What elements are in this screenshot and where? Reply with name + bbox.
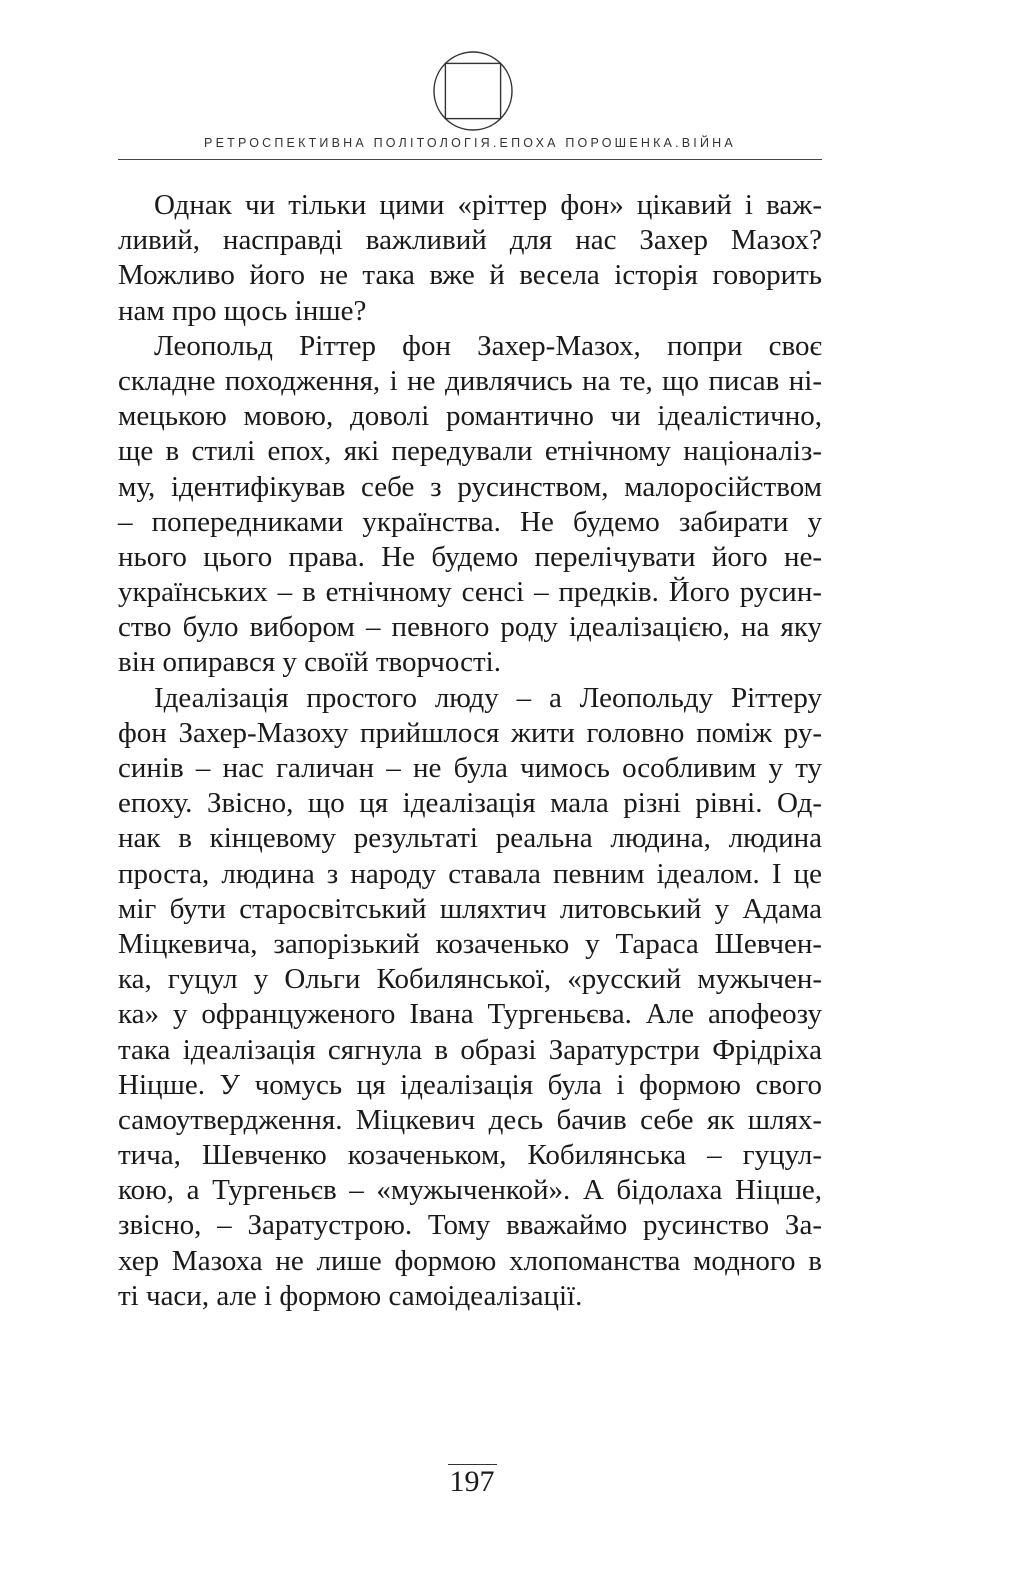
text-line: така ідеалізація сягнула в образі Заратурстри Фрідріха: [118, 1033, 822, 1066]
text-line: українських – в етнічному сенсі – предків. Його русин-: [118, 576, 822, 609]
text-line: ка, гуцул у Ольги Кобилянської, «русский мужычен-: [118, 963, 822, 996]
text-line: Леопольд Ріттер фон Захер-Мазох, попри своє: [154, 329, 822, 362]
text-line: синів – нас галичан – не була чимось особливим у ту: [118, 752, 822, 784]
text-line: нього цього права. Не будемо перелічувати його не-: [118, 540, 822, 573]
paragraph: [118, 188, 822, 329]
running-head: РЕТРОСПЕКТИВНА ПОЛІТОЛОГІЯ.ЕПОХА ПОРОШЕНКА.ВІЙНА: [204, 136, 736, 150]
text-line: ство було вибором – певного роду ідеалізацією, на яку: [118, 611, 822, 644]
page-number-wrap: [0, 1464, 944, 1500]
text-line: звісно, – Заратустрою. Тому вважаймо русинство За-: [118, 1209, 822, 1242]
text-line: Ідеалізація простого люду – а Леопольду Ріттеру: [154, 681, 822, 714]
text-line: ка» у офранцуженого Івана Тургеньєва. Але апофеозу: [118, 998, 822, 1031]
text-line: нам про щось інше?: [118, 294, 367, 327]
body-text: [118, 188, 822, 1314]
page-number: 197: [449, 1465, 495, 1498]
text-line: Можливо його не така вже й весела історія говорить: [118, 259, 822, 292]
text-line: епоху. Звісно, що ця ідеалізація мала різні рівні. Од-: [118, 787, 822, 820]
text-line: ті часи, але і формою самоідеалізації.: [118, 1279, 583, 1312]
text-line: Міцкевича, запорізький козаченько у Тараса Шевчен-: [118, 927, 822, 960]
text-line: нак в кінцевому результаті реальна людина, людина: [118, 822, 822, 855]
text-line: мецькою мовою, доволі романтично чи ідеалістично,: [118, 400, 822, 433]
text-line: проста, людина з народу ставала певним ідеалом. І це: [118, 857, 822, 890]
text-line: він опирався у своїй творчості.: [118, 646, 501, 679]
text-line: міг бути старосвітський шляхтич литовський у Адама: [118, 892, 822, 925]
paragraph: [118, 681, 822, 1314]
text-line: ливий, насправді важливий для нас Захер Мазох?: [118, 224, 822, 257]
text-line: му, ідентифікував себе з русинством, малоросійством: [118, 470, 822, 503]
text-line: складне походження, і не дивлячись на те, що писав ні-: [118, 364, 822, 397]
text-line: кою, а Тургеньєв – «мужыченкой». А бідолаха Ніцше,: [118, 1174, 822, 1207]
text-line: хер Мазоха не лише формою хлопоманства модного в: [118, 1244, 822, 1277]
text-line: тича, Шевченко козаченьком, Кобилянська – гуцул-: [118, 1139, 822, 1172]
text-line: фон Захер-Мазоху прийшлося жити головно поміж ру-: [118, 716, 822, 749]
text-line: Ніцше. У чомусь ця ідеалізація була і формою свого: [118, 1068, 822, 1101]
text-line: самоутвердження. Міцкевич десь бачив себе як шлях-: [118, 1103, 822, 1136]
series-logo-icon: [432, 50, 514, 132]
text-line: – попередниками українства. Не будемо забирати у: [118, 505, 822, 538]
text-line: Однак чи тільки цими «ріттер фон» цікавий і важ-: [154, 189, 822, 221]
text-line: ще в стилі епох, які передували етнічному націоналіз-: [118, 435, 822, 468]
paragraph: [118, 329, 822, 681]
header-rule: [118, 159, 822, 160]
